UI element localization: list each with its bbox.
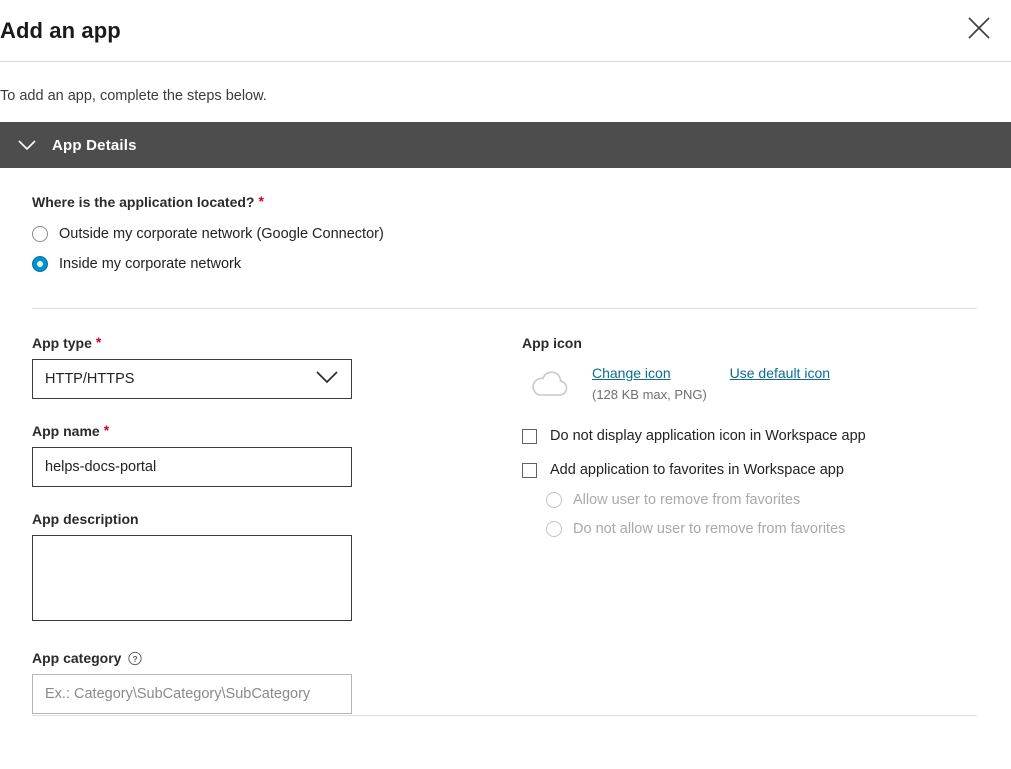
dialog-header (0, 0, 1011, 62)
app-icon-links (592, 365, 830, 381)
cloud-icon (522, 365, 578, 401)
app-icon-row (522, 365, 972, 402)
app-type-label (32, 335, 512, 351)
app-name-label (32, 423, 512, 439)
app-type-value: HTTP/HTTPS (45, 371, 135, 387)
checkbox-hide-icon[interactable] (522, 428, 972, 444)
app-name-label-text: App name (32, 423, 100, 439)
required-marker: * (103, 422, 110, 438)
chevron-down-icon (315, 370, 339, 388)
required-marker: * (95, 334, 102, 350)
radio-outside-network-label: Outside my corporate network (Google Connector) (59, 226, 384, 242)
radio-icon-selected (32, 256, 48, 272)
radio-allow-remove-favorites-label: Allow user to remove from favorites (573, 492, 801, 508)
app-category-label-text: App category (32, 650, 122, 666)
app-icon-note: (128 KB max, PNG) (592, 387, 707, 402)
radio-disallow-remove-favorites-label: Do not allow user to remove from favorites (573, 521, 846, 537)
app-description-label-text: App description (32, 511, 139, 527)
radio-allow-remove-favorites (546, 492, 972, 508)
app-category-label (32, 650, 512, 666)
required-marker: * (258, 193, 264, 209)
app-type-select[interactable] (32, 359, 352, 399)
bottom-divider (32, 715, 977, 716)
radio-inside-network[interactable] (32, 256, 979, 272)
app-icon-label-text: App icon (522, 335, 582, 351)
section-title: App Details (52, 136, 137, 154)
left-column (32, 309, 512, 738)
checkbox-add-favorites-label: Add application to favorites in Workspace app (550, 462, 844, 478)
location-label-text: Where is the application located? (32, 194, 255, 210)
radio-disallow-remove-favorites (546, 521, 972, 537)
app-description-textarea[interactable] (32, 535, 352, 621)
app-description-label (32, 511, 512, 527)
checkbox-hide-icon-label: Do not display application icon in Workspace app (550, 428, 866, 444)
app-type-label-text: App type (32, 335, 92, 351)
checkbox-icon (522, 429, 537, 444)
radio-inside-network-label: Inside my corporate network (59, 256, 242, 272)
section-body (0, 168, 1011, 728)
section-header-app-details[interactable] (0, 122, 1011, 168)
intro-text: To add an app, complete the steps below. (0, 88, 267, 104)
app-category-input[interactable] (32, 674, 352, 714)
svg-text:?: ? (132, 653, 139, 664)
form-columns (32, 309, 979, 738)
radio-icon (546, 521, 562, 537)
question-mark-icon[interactable] (128, 651, 142, 665)
radio-icon (32, 226, 48, 242)
radio-outside-network[interactable] (32, 226, 979, 242)
close-icon[interactable] (959, 8, 999, 48)
radio-icon (546, 492, 562, 508)
use-default-icon-link[interactable]: Use default icon (729, 365, 831, 381)
checkbox-add-favorites[interactable] (522, 462, 972, 478)
right-column (512, 309, 972, 738)
app-name-input[interactable] (32, 447, 352, 487)
change-icon-link[interactable]: Change icon (592, 365, 671, 381)
checkbox-icon (522, 463, 537, 478)
page-title: Add an app (0, 17, 121, 43)
location-label (32, 194, 979, 210)
app-icon-actions (592, 365, 830, 402)
app-icon-label (522, 335, 972, 351)
chevron-down-icon (18, 139, 36, 151)
